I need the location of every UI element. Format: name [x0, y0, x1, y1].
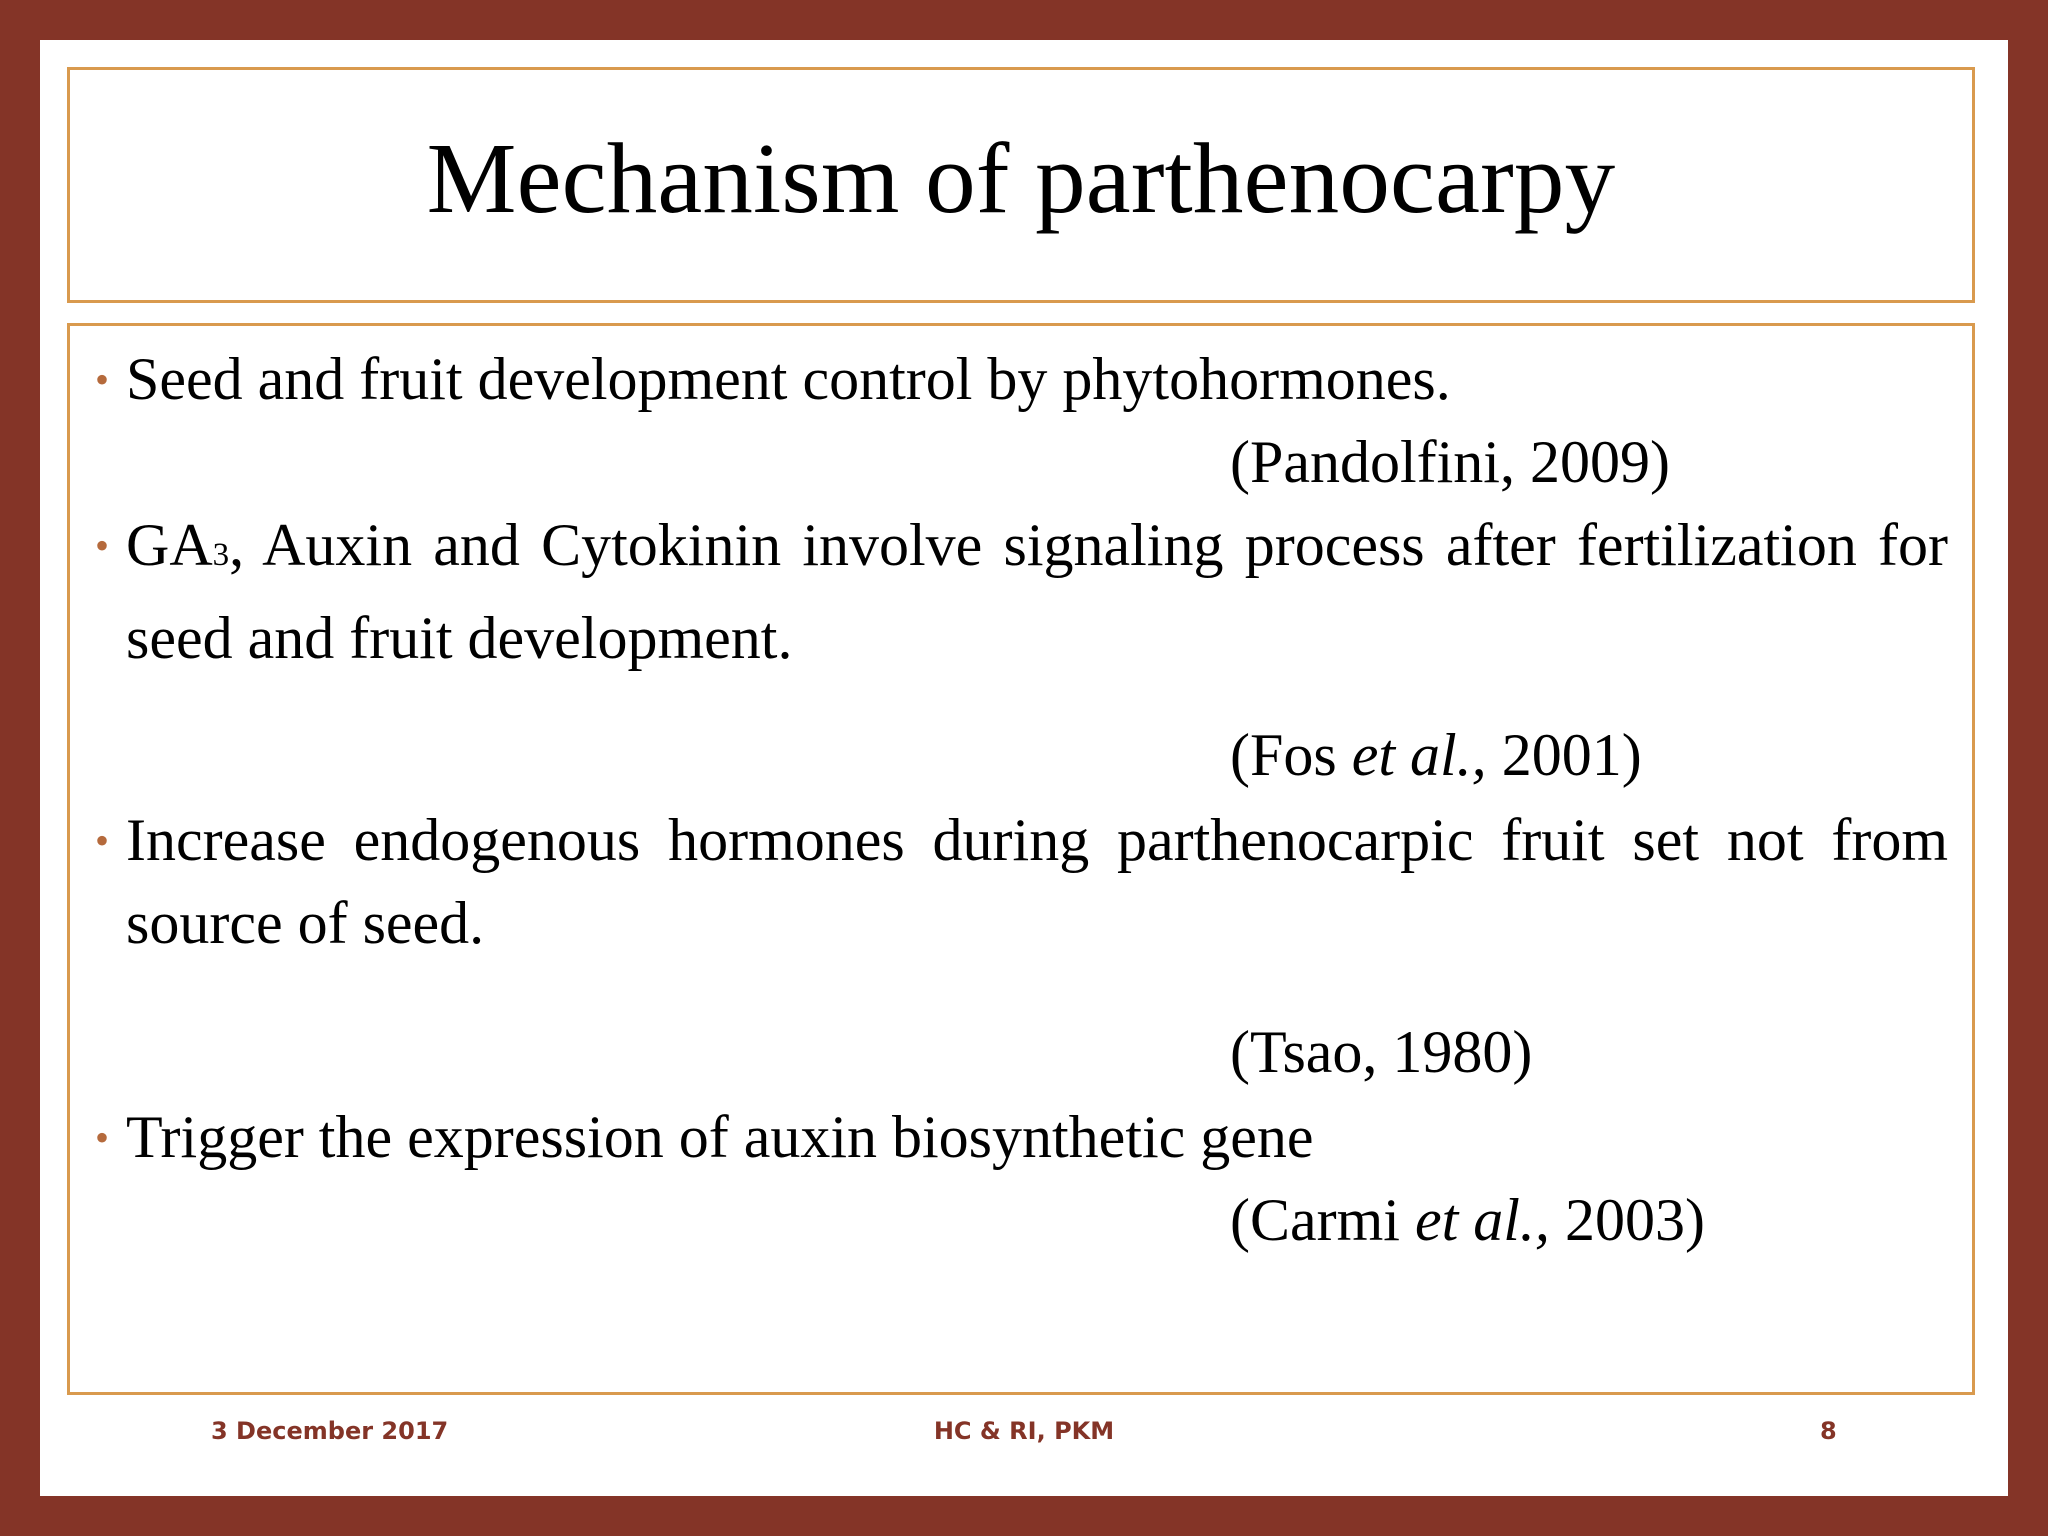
citation-part: (Fos	[1230, 722, 1352, 788]
content-box	[67, 323, 1975, 1395]
bullet-text-part: GA	[126, 512, 213, 578]
citation-part: (Carmi	[1230, 1187, 1415, 1253]
citation-italic: et al.,	[1351, 722, 1487, 788]
bullet-item-4	[95, 1096, 1948, 1179]
footer-page-number: 8	[1820, 1417, 1837, 1445]
bullet-text-part: , Auxin and Cytokinin involve signaling process after fertilization for seed and fruit development.	[126, 512, 1948, 671]
slide-title: Mechanism of parthenocarpy	[426, 121, 1616, 234]
bullet-icon: •	[95, 818, 110, 863]
slide	[40, 40, 2008, 1496]
bullet-text	[126, 504, 1948, 680]
bullet-text: Trigger the expression of auxin biosynthetic gene	[126, 1104, 1314, 1170]
bullet-text: Increase endogenous hormones during parthenocarpic fruit set not from source of seed.	[126, 807, 1948, 956]
citation-italic: et al.,	[1414, 1187, 1550, 1253]
citation-2	[1230, 714, 1642, 797]
bullet-item-1	[95, 338, 1948, 421]
citation-part: 2001)	[1486, 722, 1642, 788]
subscript: 3	[212, 537, 230, 573]
citation-part: 2003)	[1549, 1187, 1705, 1253]
bullet-item-3	[95, 799, 1948, 965]
bullet-icon: •	[95, 357, 110, 402]
bullet-icon: •	[95, 1115, 110, 1160]
bullet-icon: •	[95, 523, 110, 568]
citation-3: (Tsao, 1980)	[1230, 1019, 1533, 1085]
citation-4	[1230, 1179, 1705, 1262]
bullet-text: Seed and fruit development control by phytohormones.	[126, 346, 1451, 412]
footer-date: 3 December 2017	[211, 1417, 449, 1445]
bullet-item-2	[95, 504, 1948, 680]
citation-1: (Pandolfini, 2009)	[1230, 429, 1670, 495]
footer-institution: HC & RI, PKM	[933, 1417, 1115, 1445]
title-box	[67, 67, 1975, 303]
